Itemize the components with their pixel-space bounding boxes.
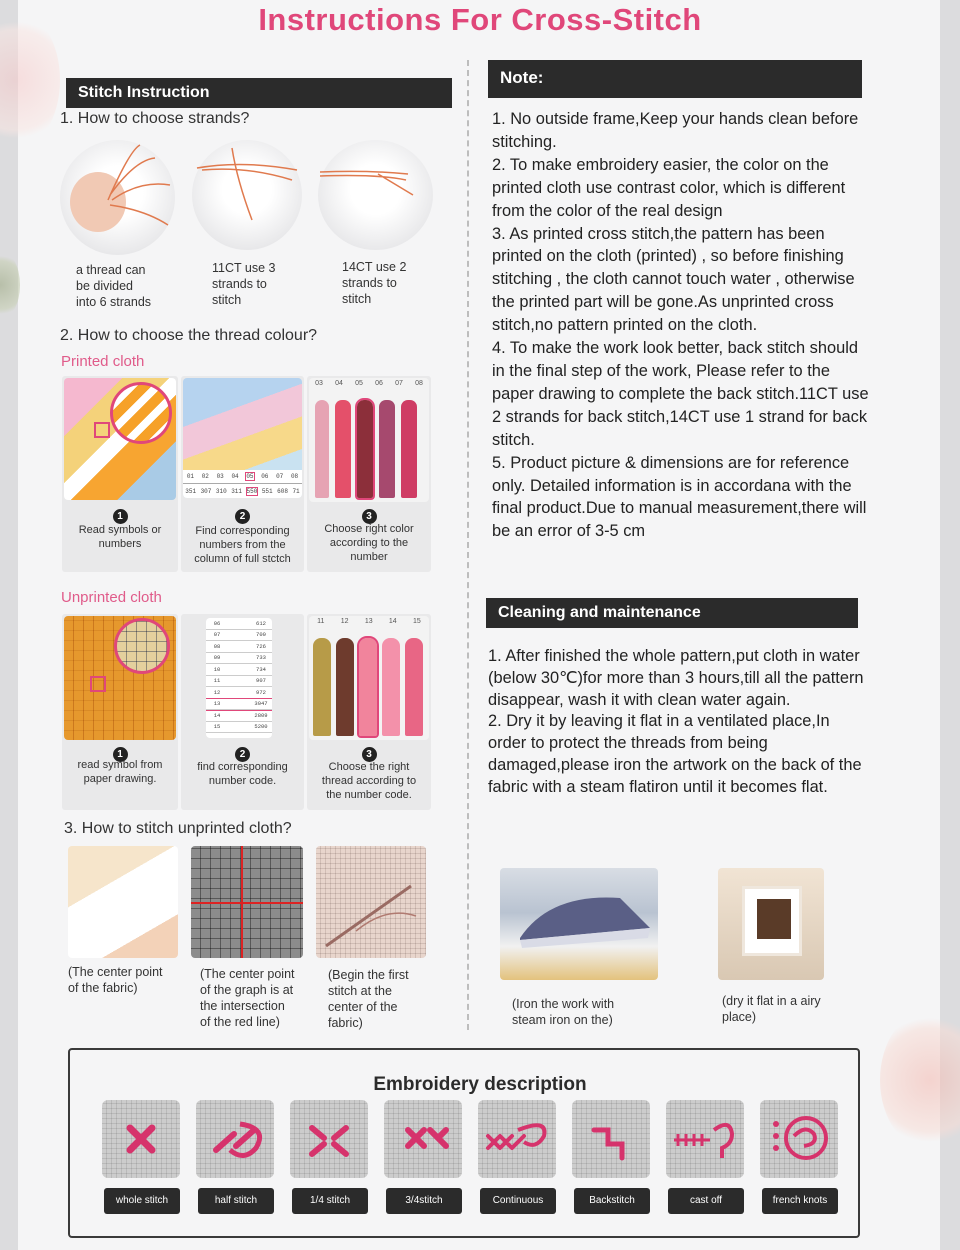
steam-iron-photo xyxy=(500,868,658,980)
note-item: 4. To make the work look better, back stitch should in the final step of the work, Please refer to the paper drawing to complete the back stitch.11CT use 2 strands for back stitch,14CT use 1 strand for back stitch. xyxy=(492,339,869,449)
stitch-label: french knots xyxy=(762,1188,838,1214)
half-stitch-icon xyxy=(196,1100,274,1178)
highlight-square xyxy=(90,676,106,692)
thread-number: 05 xyxy=(355,380,363,387)
unprinted-stitch-caption-1: (The center point of the fabric) xyxy=(68,965,163,995)
thread-number: 07 xyxy=(395,380,403,387)
strand-caption-3: 14CT use 2 strands to stitch xyxy=(342,260,407,306)
printed-pattern-image xyxy=(64,378,176,500)
code-table-cell: 14 xyxy=(213,711,221,719)
strand-threads-illustration xyxy=(60,140,175,255)
code-table-row xyxy=(206,676,272,688)
thread-skein-3 xyxy=(359,638,377,736)
first-stitch-photo xyxy=(316,846,426,958)
code-table-cell: 612 xyxy=(256,619,266,627)
needle-illustration xyxy=(316,846,426,958)
iron-caption: (Iron the work with steam iron on the) xyxy=(512,997,615,1027)
notes-list xyxy=(492,108,870,543)
thread-number: 06 xyxy=(375,380,383,387)
red-line-vertical xyxy=(241,846,243,958)
backstitch-icon xyxy=(572,1100,650,1178)
thread-skein-5 xyxy=(401,400,417,498)
embroidery-title: Embroidery description xyxy=(373,1074,587,1095)
thread-skein-1 xyxy=(315,400,329,498)
code-table-cell: 08 xyxy=(213,642,221,650)
code-table-row xyxy=(206,687,272,699)
stitch-label: half stitch xyxy=(198,1188,274,1214)
code-table-cell: 06 xyxy=(213,619,221,627)
code-table-cell: 13 xyxy=(213,700,221,708)
printed-step-3-caption: Choose right color according to the number xyxy=(324,523,414,563)
thread-number: 03 xyxy=(315,380,323,387)
step-number: 3 xyxy=(362,747,377,762)
thread-number: 15 xyxy=(413,618,421,625)
unprinted-threads-image xyxy=(309,616,429,740)
printed-cloth-label: Printed cloth xyxy=(61,353,145,370)
fabric-fold-photo xyxy=(68,846,178,958)
printed-step-1-number-wrap xyxy=(62,506,178,524)
thread-skein-3 xyxy=(357,400,373,498)
chart-code: 04 xyxy=(231,473,239,480)
strand-caption-2: 11CT use 3 strands to stitch xyxy=(212,261,276,307)
chart-code: 06 xyxy=(261,473,269,480)
chart-code: 07 xyxy=(276,473,284,480)
code-table-cell: 12 xyxy=(213,688,221,696)
code-table-row xyxy=(206,630,272,642)
stitch-label: Backstitch xyxy=(574,1188,650,1214)
red-line-horizontal xyxy=(191,902,303,904)
chart-code: 311 xyxy=(231,487,242,495)
printed-threads-image xyxy=(309,378,429,502)
note-item: 2. To make embroidery easier, the color on the printed cloth use contrast color, which is different from the color of the real design xyxy=(492,155,846,220)
note-item: 1. No outside frame,Keep your hands clean before stitching. xyxy=(492,110,859,151)
column-divider xyxy=(467,60,469,1030)
unprinted-step-2-caption: find corresponding number code. xyxy=(197,761,288,787)
cleaning-item: 2. Dry it by leaving it flat in a ventilated place,In order to protect the threads from being damaged,please iron the artwork on the back of the fabric with a steam flatiron until it becomes flat. xyxy=(488,712,862,796)
question-thread-colour: 2. How to choose the thread colour? xyxy=(60,327,318,344)
chart-code: 351 xyxy=(185,487,197,495)
code-table-row xyxy=(206,618,272,630)
zoom-circle xyxy=(110,382,172,444)
code-table-row xyxy=(206,722,272,734)
code-table-cell: 15 xyxy=(213,723,221,731)
continuous-stitch-icon xyxy=(478,1100,556,1178)
code-table-cell: 3047 xyxy=(254,700,268,708)
printed-chart-image xyxy=(183,378,302,498)
note-header: Note: xyxy=(488,60,862,98)
unprinted-symbol-chart-image xyxy=(64,616,176,740)
thread-number: 13 xyxy=(364,618,373,625)
stitch-label: 3/4stitch xyxy=(386,1188,462,1214)
framed-artwork xyxy=(742,886,802,956)
cleaning-header: Cleaning and maintenance xyxy=(486,598,858,628)
code-table-cell: 5200 xyxy=(254,723,268,731)
thread-number: 12 xyxy=(340,618,349,625)
thread-skein-2 xyxy=(335,400,351,498)
step-number: 1 xyxy=(113,747,128,762)
code-table-row xyxy=(206,664,272,676)
thread-skein-4 xyxy=(379,400,395,498)
step-number: 2 xyxy=(235,747,250,762)
step-number: 1 xyxy=(113,509,128,524)
stitch-label: Continuous xyxy=(480,1188,556,1214)
question-strands: 1. How to choose strands? xyxy=(60,110,250,127)
unprinted-step-1-caption: read symbol from paper drawing. xyxy=(77,759,163,785)
chart-code: 01 xyxy=(186,473,195,480)
code-table-cell: 733 xyxy=(256,654,266,662)
code-table-cell: 734 xyxy=(256,665,266,673)
code-table-cell: 726 xyxy=(256,642,266,650)
unprinted-stitch-caption-3: (Begin the first stitch at the center of the fabric) xyxy=(328,968,409,1030)
printed-step-2-caption: Find corresponding numbers from the column of full stctch xyxy=(194,525,291,565)
zoom-circle xyxy=(114,618,170,674)
cleaning-list xyxy=(488,646,872,799)
question-stitch-unprinted: 3. How to stitch unprinted cloth? xyxy=(64,820,292,837)
page-title: Instructions For Cross-Stitch xyxy=(258,2,702,37)
stitch-label: cast off xyxy=(668,1188,744,1214)
thread-skein-4 xyxy=(382,638,400,736)
chart-code: 310 xyxy=(215,487,227,495)
code-table-row xyxy=(206,710,272,722)
unprinted-cloth-label: Unprinted cloth xyxy=(61,589,162,606)
chart-code: 08 xyxy=(290,473,299,480)
chart-code: 71 xyxy=(292,487,300,495)
thread-number: 11 xyxy=(317,618,325,625)
cast-off-icon xyxy=(666,1100,744,1178)
number-strip xyxy=(183,470,302,498)
thread-skein-5 xyxy=(405,638,423,736)
printed-step-2-number-wrap xyxy=(181,506,304,524)
printed-step-1-caption: Read symbols or numbers xyxy=(78,524,162,550)
highlight-square xyxy=(94,422,110,438)
code-table-cell: 10 xyxy=(213,665,221,673)
code-table-cell: 11 xyxy=(213,677,221,685)
unprinted-stitch-caption-2: (The center point of the graph is at the intersection of the red line) xyxy=(200,967,295,1029)
code-table-cell: 972 xyxy=(256,688,266,696)
dry-caption: (dry it flat in a airy place) xyxy=(722,994,821,1024)
chart-code: 05 xyxy=(246,473,254,480)
code-table-row xyxy=(206,653,272,665)
step-number: 3 xyxy=(362,509,377,524)
drying-photo xyxy=(718,868,824,980)
thread-number: 08 xyxy=(415,380,423,387)
unprinted-step-3-caption: Choose the right thread according to the number code. xyxy=(321,761,417,801)
thread-number: 04 xyxy=(335,380,343,387)
code-table-cell: 2809 xyxy=(254,711,268,719)
step-number: 2 xyxy=(235,509,250,524)
two-strands-illustration xyxy=(318,140,433,250)
thread-skein-2 xyxy=(336,638,354,736)
leaf-decoration-left xyxy=(0,250,20,320)
three-quarter-stitch-icon xyxy=(384,1100,462,1178)
chart-code: 608 xyxy=(277,487,288,495)
cleaning-item: 1. After finished the whole pattern,put cloth in water (below 30℃)for more than 3 hours,till all the pattern disappear, wash it with clean water again. xyxy=(488,647,864,709)
thread-skein-1 xyxy=(313,638,331,736)
chart-code: 03 xyxy=(216,473,224,480)
chart-code: 550 xyxy=(246,487,258,495)
code-table-cell: 700 xyxy=(256,631,266,639)
iron-icon xyxy=(500,868,658,980)
stitch-label: whole stitch xyxy=(104,1188,180,1214)
french-knots-icon xyxy=(760,1100,838,1178)
chart-code: 02 xyxy=(201,473,209,480)
code-table-cell: 907 xyxy=(256,677,266,685)
whole-stitch-icon xyxy=(102,1100,180,1178)
unprinted-code-table xyxy=(206,618,272,738)
three-strands-illustration xyxy=(192,140,302,250)
code-table-row xyxy=(206,699,272,711)
note-item: 3. As printed cross stitch,the pattern has been printed on the cloth (printed) , so before finishing stitching , the cloth cannot touch water , otherwise the printed part will be gone.As unprinted cross stitch,no pattern printed on the cloth. xyxy=(492,224,855,335)
chart-code: 551 xyxy=(261,487,273,495)
stitch-label: 1/4 stitch xyxy=(292,1188,368,1214)
graph-center-image xyxy=(191,846,303,958)
code-table-cell: 09 xyxy=(213,654,221,662)
thread-number: 14 xyxy=(388,618,397,625)
note-item: 5. Product picture & dimensions are for reference only. Detailed information is in accordana with the final product.Due to manual measurement,there will be an error of 3-5 cm xyxy=(492,453,867,541)
code-table-row xyxy=(206,641,272,653)
code-table-cell: 07 xyxy=(213,631,221,639)
quarter-stitch-icon xyxy=(290,1100,368,1178)
chart-code: 307 xyxy=(200,487,212,495)
strand-caption-1: a thread can be divided into 6 strands xyxy=(76,263,152,309)
stitch-instruction-header: Stitch Instruction xyxy=(66,78,452,108)
